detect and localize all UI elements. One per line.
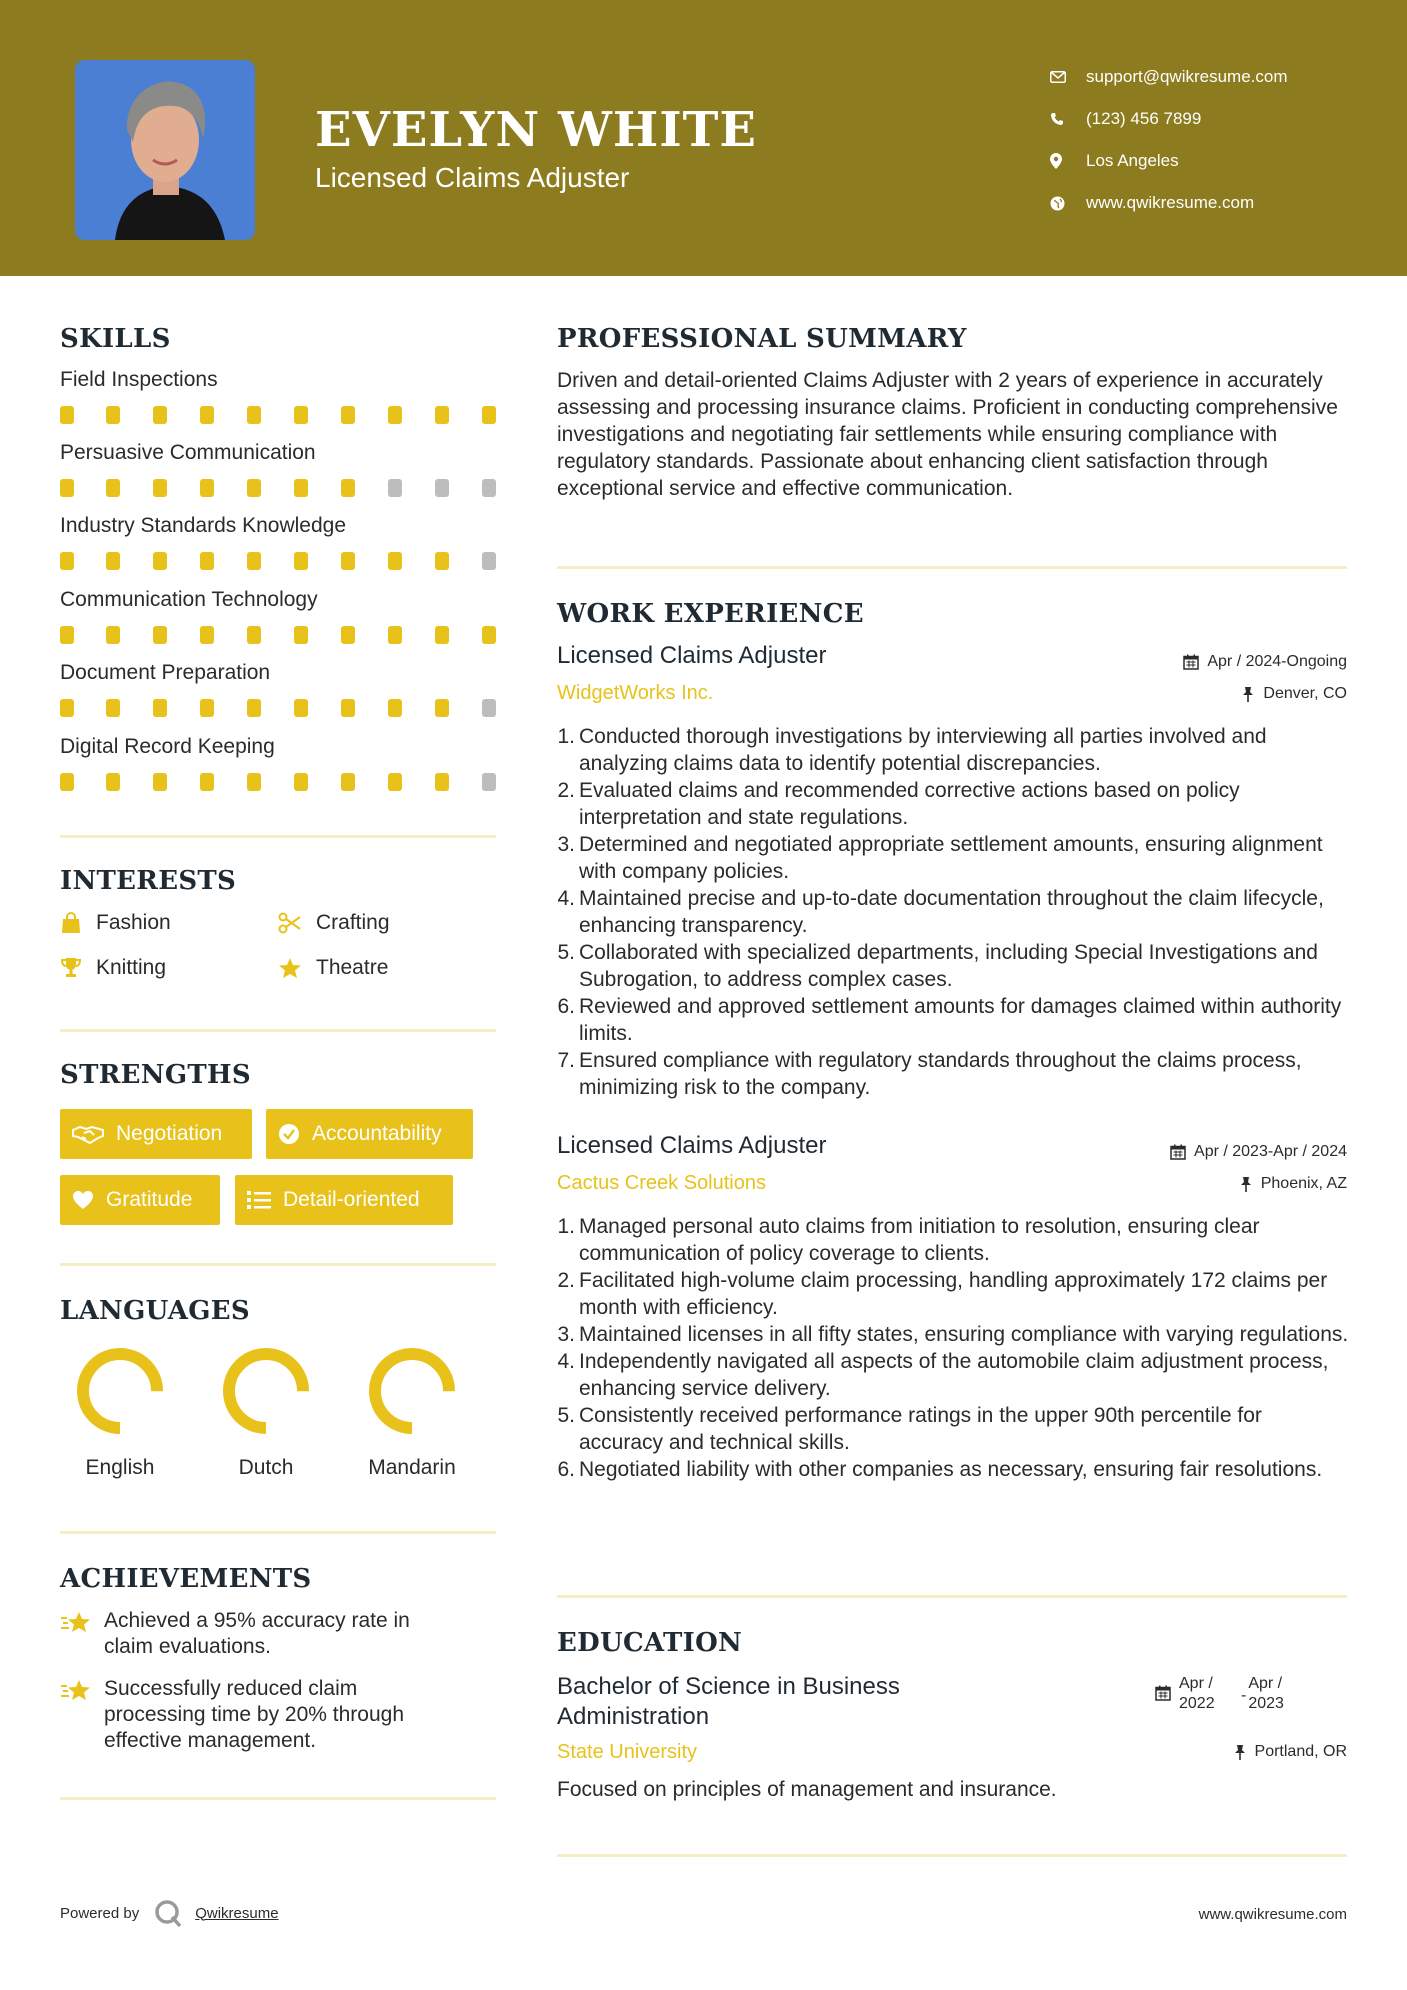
- skill-item: [60, 588, 500, 646]
- language-name: Dutch: [238, 1456, 294, 1479]
- rating-dot-filled: [60, 406, 74, 424]
- star-icon: [278, 957, 302, 979]
- responsibility-text: Consistently received performance ratings in the upper 90th percentile for accuracy and technical skills.: [579, 1404, 1262, 1454]
- interest-label: Crafting: [316, 911, 390, 934]
- language-proficiency-ring: [206, 1345, 326, 1437]
- item-number: 4.: [557, 887, 575, 910]
- item-number: 4.: [557, 1350, 575, 1373]
- date-separator: -: [1241, 1687, 1247, 1704]
- job-dates: [1183, 653, 1347, 671]
- rating-dot-filled: [153, 773, 167, 791]
- job-location: [1239, 1175, 1347, 1193]
- rating-dot-filled: [106, 406, 120, 424]
- rating-dot-filled: [106, 479, 120, 497]
- responsibility-text: Maintained licenses in all fifty states, ensuring compliance with varying regulations.: [579, 1323, 1349, 1346]
- rating-dot-filled: [294, 552, 308, 570]
- rating-dot-filled: [294, 479, 308, 497]
- skill-name: Field Inspections: [60, 368, 218, 391]
- strength-label: Gratitude: [106, 1188, 193, 1211]
- skill-rating: [60, 406, 500, 426]
- resume-header: [0, 0, 1407, 276]
- strength-label: Negotiation: [116, 1122, 223, 1145]
- rating-dot-filled: [153, 406, 167, 424]
- check-circle-icon: [278, 1123, 300, 1145]
- section-divider: [60, 835, 496, 838]
- language-proficiency-ring: [352, 1345, 472, 1437]
- rating-dot-filled: [435, 773, 449, 791]
- rating-dot-filled: [435, 406, 449, 424]
- item-number: 6.: [557, 995, 575, 1018]
- strengths-title: STRENGTHS: [60, 1060, 251, 1090]
- rating-dot-filled: [341, 406, 355, 424]
- language-proficiency-ring: [60, 1345, 180, 1437]
- rating-dot-empty: [482, 552, 496, 570]
- responsibility-text: Determined and negotiated appropriate settlement amounts, ensuring alignment with company policies.: [579, 833, 1323, 883]
- section-divider: [60, 1263, 496, 1266]
- responsibility-text: Maintained precise and up-to-date documentation throughout the claim lifecycle, enhancing transparency.: [579, 887, 1324, 937]
- rating-dot-filled: [200, 626, 214, 644]
- rating-dot-empty: [388, 479, 402, 497]
- rating-dot-filled: [341, 773, 355, 791]
- award-star-icon: [60, 1608, 104, 1660]
- skill-name: Communication Technology: [60, 588, 318, 611]
- skill-name: Persuasive Communication: [60, 441, 316, 464]
- responsibility-text: Negotiated liability with other companies as necessary, ensuring fair resolutions.: [579, 1458, 1323, 1481]
- rating-dot-filled: [106, 699, 120, 717]
- location-text: Phoenix, AZ: [1260, 1175, 1347, 1192]
- rating-dot-filled: [200, 773, 214, 791]
- candidate-role: Licensed Claims Adjuster: [315, 162, 630, 193]
- summary-text: Driven and detail-oriented Claims Adjuster with 2 years of experience in accurately assessing and processing insurance claims. Proficient in conducting comprehensive investigations and negotiating fair settlements while ensuring compliance with regulatory standards. Passionate about enhancing client satisfaction through exceptional service and effective communication.: [557, 369, 1338, 500]
- location-text: Denver, CO: [1263, 685, 1347, 702]
- rating-dot-filled: [60, 626, 74, 644]
- rating-dot-filled: [60, 773, 74, 791]
- rating-dot-filled: [294, 773, 308, 791]
- responsibility-item: [551, 777, 1351, 831]
- strength-label: Detail-oriented: [283, 1188, 420, 1211]
- responsibility-item: [551, 723, 1351, 777]
- location-text: Portland, OR: [1254, 1743, 1347, 1760]
- languages-title: LANGUAGES: [60, 1296, 250, 1326]
- location-text: Los Angeles: [1086, 151, 1179, 170]
- rating-dot-filled: [200, 479, 214, 497]
- contact-info: [1050, 56, 1288, 224]
- pushpin-icon: [1241, 686, 1255, 702]
- rating-dot-filled: [294, 699, 308, 717]
- skill-rating: [60, 773, 500, 793]
- candidate-name: EVELYN WHITE: [315, 102, 757, 158]
- skill-item: [60, 441, 500, 499]
- responsibility-text: Managed personal auto claims from initiation to resolution, ensuring clear communication of policy coverage to clients.: [579, 1215, 1260, 1265]
- rating-dot-empty: [435, 479, 449, 497]
- scissors-icon: [278, 912, 302, 934]
- responsibility-text: Evaluated claims and recommended corrective actions based on policy interpretation and state regulations.: [579, 779, 1240, 829]
- date-line: Apr /: [1179, 1675, 1213, 1692]
- item-number: 7.: [557, 1049, 575, 1072]
- job-title: Licensed Claims Adjuster: [557, 642, 827, 669]
- achievement-item: [60, 1676, 500, 1754]
- language-item: [352, 1345, 472, 1480]
- rating-dot-filled: [247, 479, 261, 497]
- skill-item: [60, 368, 500, 426]
- skill-rating: [60, 626, 500, 646]
- company-name: WidgetWorks Inc.: [557, 682, 714, 704]
- item-number: 3.: [557, 833, 575, 856]
- language-name: English: [85, 1456, 155, 1479]
- responsibility-text: Conducted thorough investigations by interviewing all parties involved and analyzing claims data to identify potential discrepancies.: [579, 725, 1267, 775]
- qwikresume-logo-icon: [153, 1898, 183, 1928]
- rating-dot-filled: [388, 406, 402, 424]
- job-dates: [1170, 1143, 1347, 1161]
- skill-rating: [60, 699, 500, 719]
- section-divider: [60, 1797, 496, 1800]
- strength-negotiation: [60, 1109, 252, 1159]
- footer-powered-by: [60, 1898, 279, 1928]
- shopping-bag-icon: [60, 912, 82, 934]
- skill-name: Document Preparation: [60, 661, 271, 684]
- skill-rating: [60, 552, 500, 572]
- rating-dot-filled: [294, 406, 308, 424]
- start-date: [1179, 1674, 1241, 1714]
- proficiency-arc: [83, 1354, 157, 1428]
- education-description: Focused on principles of management and insurance.: [557, 1778, 1057, 1801]
- rating-dot-filled: [247, 699, 261, 717]
- rating-dot-filled: [153, 552, 167, 570]
- responsibility-item: [551, 1213, 1351, 1267]
- portrait-image: [75, 60, 255, 240]
- item-number: 1.: [557, 1215, 575, 1238]
- item-number: 2.: [557, 779, 575, 802]
- section-divider: [557, 1595, 1347, 1598]
- rating-dot-filled: [435, 626, 449, 644]
- responsibility-text: Reviewed and approved settlement amounts for damages claimed within authority limits.: [579, 995, 1342, 1045]
- contact-website[interactable]: [1050, 182, 1288, 224]
- rating-dot-filled: [60, 699, 74, 717]
- website-text: www.qwikresume.com: [1086, 193, 1255, 212]
- responsibility-item: [551, 1047, 1351, 1101]
- rating-dot-filled: [153, 699, 167, 717]
- job-location: [1241, 685, 1347, 703]
- rating-dot-filled: [247, 626, 261, 644]
- list-icon: [247, 1190, 271, 1210]
- rating-dot-filled: [106, 552, 120, 570]
- job-title: Licensed Claims Adjuster: [557, 1132, 827, 1159]
- achievement-item: [60, 1608, 500, 1660]
- achievement-text: Achieved a 95% accuracy rate in claim evaluations.: [104, 1609, 410, 1658]
- language-item: [206, 1345, 326, 1480]
- responsibility-item: [551, 1348, 1351, 1402]
- skills-title: SKILLS: [60, 324, 171, 354]
- item-number: 6.: [557, 1458, 575, 1481]
- responsibility-text: Collaborated with specialized departments, including Special Investigations and Subrogation, to address complex cases.: [579, 941, 1318, 991]
- rating-dot-filled: [341, 626, 355, 644]
- company-name: Cactus Creek Solutions: [557, 1172, 766, 1194]
- skill-name: Industry Standards Knowledge: [60, 514, 347, 537]
- envelope-icon: [1050, 71, 1086, 83]
- rating-dot-filled: [247, 773, 261, 791]
- rating-dot-filled: [200, 552, 214, 570]
- responsibility-text: Independently navigated all aspects of the automobile claim adjustment process, enhancing service delivery.: [579, 1350, 1329, 1400]
- responsibility-item: [551, 1321, 1351, 1348]
- contact-email[interactable]: [1050, 56, 1288, 98]
- rating-dot-filled: [153, 626, 167, 644]
- language-name: Mandarin: [368, 1456, 456, 1479]
- rating-dot-filled: [341, 552, 355, 570]
- location-pin-icon: [1050, 153, 1086, 169]
- rating-dot-filled: [388, 699, 402, 717]
- profile-photo: [75, 60, 255, 240]
- dates-text: Apr / 2024-Ongoing: [1207, 653, 1347, 670]
- degree-line: Administration: [557, 1703, 710, 1730]
- date-line: Apr /: [1248, 1675, 1283, 1692]
- rating-dot-filled: [435, 552, 449, 570]
- calendar-icon: [1183, 654, 1199, 670]
- rating-dot-filled: [435, 699, 449, 717]
- interest-knitting: [60, 956, 166, 980]
- heart-icon: [72, 1190, 94, 1210]
- job-responsibilities: [551, 1213, 1351, 1483]
- footer-website[interactable]: www.qwikresume.com: [1198, 1906, 1347, 1923]
- responsibility-item: [551, 831, 1351, 885]
- skill-rating: [60, 479, 500, 499]
- rating-dot-empty: [482, 699, 496, 717]
- responsibility-item: [551, 885, 1351, 939]
- globe-icon: [1050, 196, 1086, 211]
- education-location: [1233, 1743, 1347, 1761]
- rating-dot-filled: [200, 699, 214, 717]
- dates-text: Apr / 2023-Apr / 2024: [1194, 1143, 1347, 1160]
- rating-dot-filled: [482, 406, 496, 424]
- item-number: 5.: [557, 941, 575, 964]
- end-date: [1248, 1674, 1284, 1714]
- skill-name: Digital Record Keeping: [60, 735, 275, 758]
- education-dates: [1155, 1674, 1284, 1714]
- interest-fashion: [60, 911, 171, 935]
- rating-dot-filled: [294, 626, 308, 644]
- experience-title: WORK EXPERIENCE: [557, 599, 864, 629]
- job-responsibilities: [551, 723, 1351, 1101]
- skill-item: [60, 514, 500, 572]
- rating-dot-filled: [60, 552, 74, 570]
- rating-dot-filled: [247, 552, 261, 570]
- degree-title: [557, 1672, 900, 1732]
- language-item: [60, 1345, 180, 1480]
- interest-crafting: [278, 911, 390, 935]
- qwikresume-link[interactable]: Qwikresume: [195, 1904, 279, 1922]
- skill-item: [60, 735, 500, 793]
- responsibility-item: [551, 1402, 1351, 1456]
- rating-dot-filled: [482, 626, 496, 644]
- rating-dot-filled: [106, 626, 120, 644]
- contact-location: [1050, 140, 1288, 182]
- strength-label: Accountability: [312, 1122, 442, 1145]
- rating-dot-empty: [482, 479, 496, 497]
- date-line: 2022: [1179, 1695, 1215, 1712]
- rating-dot-filled: [388, 552, 402, 570]
- responsibility-item: [551, 1267, 1351, 1321]
- degree-line: Bachelor of Science in Business: [557, 1673, 900, 1700]
- rating-dot-filled: [247, 406, 261, 424]
- email-text: support@qwikresume.com: [1086, 67, 1288, 86]
- section-divider: [60, 1531, 496, 1534]
- section-divider: [557, 566, 1347, 569]
- item-number: 1.: [557, 725, 575, 748]
- strength-detail-oriented: [235, 1175, 453, 1225]
- summary-title: PROFESSIONAL SUMMARY: [557, 324, 967, 354]
- rating-dot-filled: [341, 479, 355, 497]
- award-star-icon: [60, 1676, 104, 1754]
- pushpin-icon: [1233, 1744, 1247, 1760]
- responsibility-item: [551, 1456, 1351, 1483]
- rating-dot-filled: [388, 773, 402, 791]
- handshake-icon: [72, 1124, 104, 1144]
- rating-dot-empty: [482, 773, 496, 791]
- rating-dot-filled: [341, 699, 355, 717]
- calendar-icon: [1170, 1144, 1186, 1160]
- rating-dot-filled: [153, 479, 167, 497]
- interest-theatre: [278, 956, 388, 980]
- responsibility-text: Facilitated high-volume claim processing, handling approximately 172 claims per month with efficiency.: [579, 1269, 1328, 1319]
- responsibility-item: [551, 993, 1351, 1047]
- interest-label: Fashion: [96, 911, 171, 934]
- contact-phone[interactable]: [1050, 98, 1288, 140]
- education-title: EDUCATION: [557, 1628, 743, 1658]
- section-divider: [60, 1029, 496, 1032]
- calendar-icon: [1155, 1685, 1171, 1701]
- proficiency-arc: [375, 1354, 449, 1428]
- section-divider: [557, 1854, 1347, 1857]
- responsibility-item: [551, 939, 1351, 993]
- interest-label: Knitting: [96, 956, 167, 979]
- achievement-text: Successfully reduced claim processing time by 20% through effective management.: [104, 1677, 404, 1752]
- item-number: 2.: [557, 1269, 575, 1292]
- trophy-icon: [60, 957, 82, 979]
- interest-label: Theatre: [316, 956, 389, 979]
- interests-title: INTERESTS: [60, 866, 237, 896]
- phone-icon: [1050, 112, 1086, 126]
- rating-dot-filled: [388, 626, 402, 644]
- strength-gratitude: [60, 1175, 220, 1225]
- achievements-title: ACHIEVEMENTS: [60, 1564, 312, 1594]
- school-name: State University: [557, 1741, 698, 1763]
- rating-dot-filled: [106, 773, 120, 791]
- pushpin-icon: [1239, 1176, 1253, 1192]
- rating-dot-filled: [200, 406, 214, 424]
- item-number: 5.: [557, 1404, 575, 1427]
- responsibility-text: Ensured compliance with regulatory standards throughout the claims process, minimizing risk to the company.: [579, 1049, 1302, 1099]
- item-number: 3.: [557, 1323, 575, 1346]
- rating-dot-filled: [60, 479, 74, 497]
- phone-text: (123) 456 7899: [1086, 109, 1202, 128]
- skill-item: [60, 661, 500, 719]
- powered-by-text: Powered by: [60, 1904, 140, 1922]
- strength-accountability: [266, 1109, 473, 1159]
- date-line: 2023: [1248, 1695, 1284, 1712]
- proficiency-arc: [229, 1354, 303, 1428]
